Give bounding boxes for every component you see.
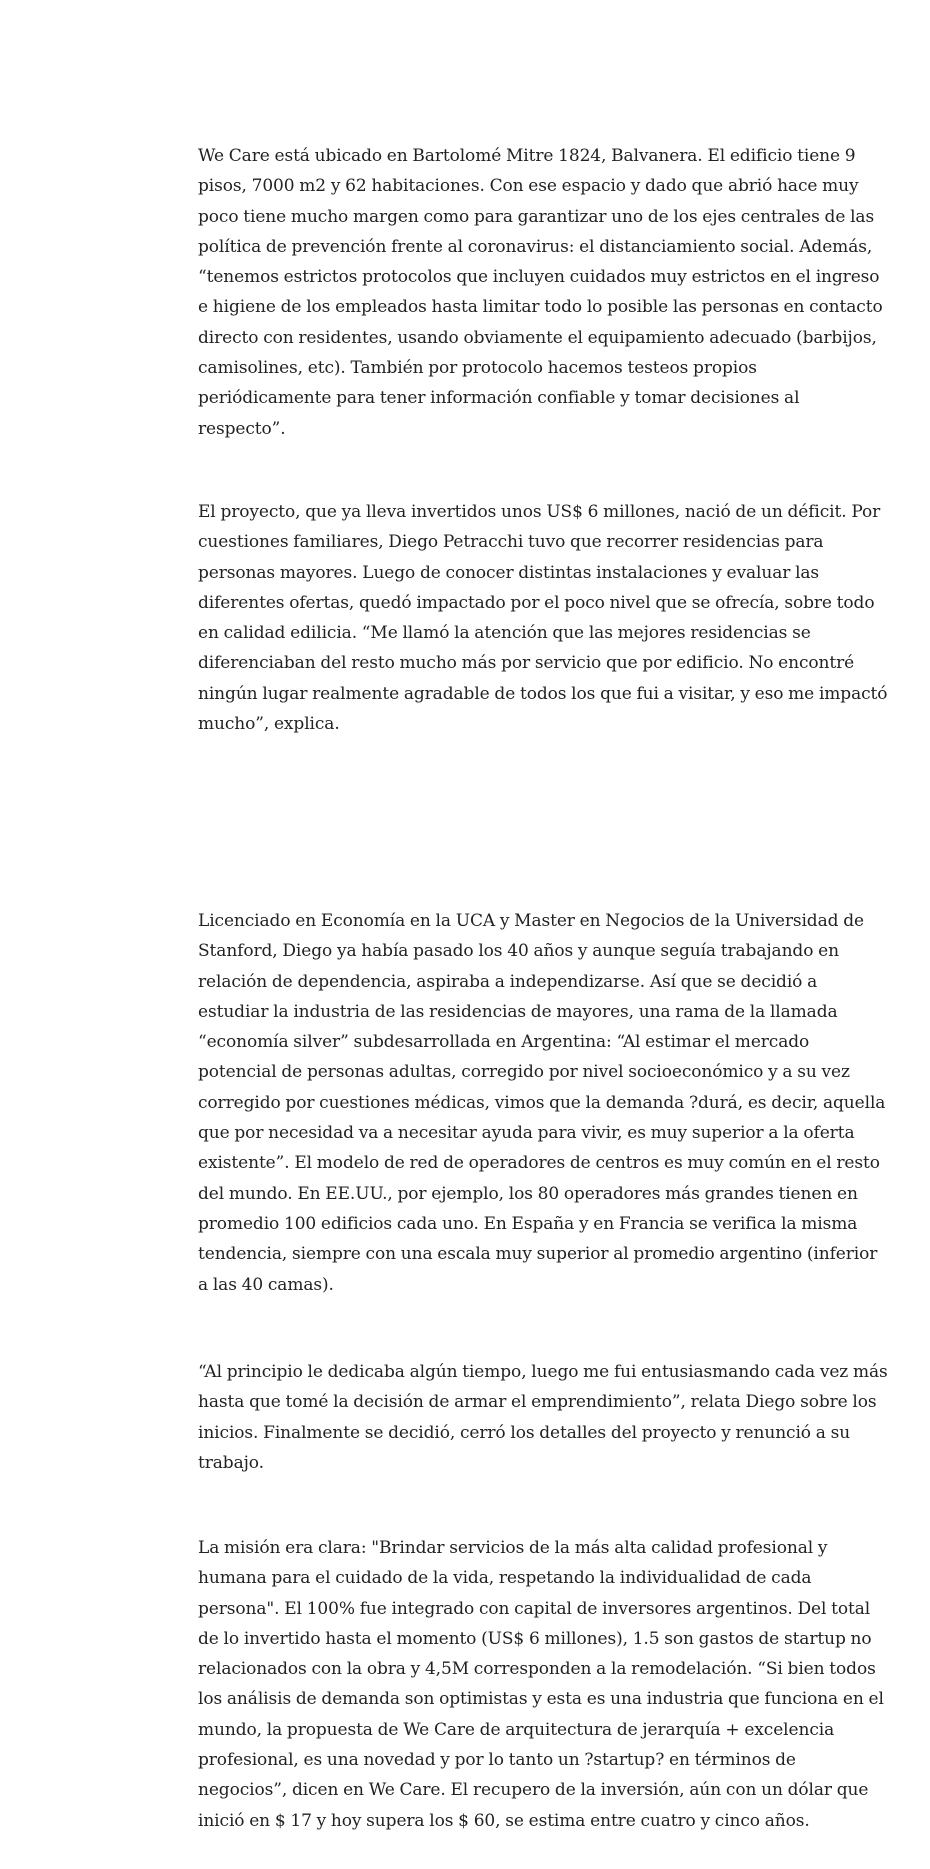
article-paragraph-location: We Care está ubicado en Bartolomé Mitre 1824, Balvanera. El edificio tiene 9 pisos, 7000 m2 y 62 habitaciones. Con ese espacio y dado que abrió hace muy poco tiene mucho margen como para garantizar uno de los ejes centrales de las política de prevención frente al coronavirus: el distanciamiento social. Además, “tenemos estrictos protocolos que incluyen cuidados muy estrictos en el ingreso e higiene de los empleados hasta limitar todo lo posible las personas en contacto directo con residentes, usando obviamente el equipamiento adecuado (barbijos, camisolines, etc). También por protocolo hacemos testeos propios periódicamente para tener información confiable y tomar decisiones al respecto”. bbox=[198, 146, 883, 439]
article-paragraph-founder-background: Licenciado en Economía en la UCA y Master en Negocios de la Universidad de Stanford, Diego ya había pasado los 40 años y aunque seguía trabajando en relación de dependencia, aspiraba a independizarse. Así que se decidió a estudiar la industria de las residencias de mayores, una rama de la llamada “economía silver” subdesarrollada en Argentina: “Al estimar el mercado potencial de personas adultas, corregido por nivel socioeconómico y a su vez corregido por cuestiones médicas, vimos que la demanda ?durá, es decir, aquella que por necesidad va a necesitar ayuda para vivir, es muy superior a la oferta existente”. El modelo de red de operadores de centros es muy común en el resto del mundo. En EE.UU., por ejemplo, los 80 operadores más grandes tienen en promedio 100 edificios cada uno. En España y en Francia se verifica la misma tendencia, siempre con una escala muy superior al promedio argentino (inferior a las 40 camas). bbox=[198, 911, 886, 1295]
article-paragraph-mission: La misión era clara: "Brindar servicios de la más alta calidad profesional y humana para el cuidado de la vida, respetando la individualidad de cada persona". El 100% fue integrado con capital de inversores argentinos. Del total de lo invertido hasta el momento (US$ 6 millones), 1.5 son gastos de startup no relacionados con la obra y 4,5M corresponden a la remodelación. “Si bien todos los análisis de demanda son optimistas y esta es una industria que funciona en el mundo, la propuesta de We Care de arquitectura de jerarquía + excelencia profesional, es una novedad y por lo tanto un ?startup? en términos de negocios”, dicen en We Care. El recupero de la inversión, aún con un dólar que inició en $ 17 y hoy supera los $ 60, se estima entre cuatro y cinco años. bbox=[198, 1538, 884, 1831]
article-paragraph-project-origin: El proyecto, que ya lleva invertidos unos US$ 6 millones, nació de un déficit. Por cuestiones familiares, Diego Petracchi tuvo que recorrer residencias para personas mayores. Luego de conocer distintas instalaciones y evaluar las diferentes ofertas, quedó impactado por el poco nivel que se ofrecía, sobre todo en calidad edilicia. “Me llamó la atención que las mejores residencias se diferenciaban del resto mucho más por servicio que por edificio. No encontré ningún lugar realmente agradable de todos los que fui a visitar, y eso me impactó mucho”, explica. bbox=[198, 502, 888, 735]
article-paragraph-beginnings: “Al principio le dedicaba algún tiempo, luego me fui entusiasmando cada vez más hasta que tomé la decisión de armar el emprendimiento”, relata Diego sobre los inicios. Finalmente se decidió, cerró los detalles del proyecto y renunció a su trabajo. bbox=[198, 1362, 888, 1473]
